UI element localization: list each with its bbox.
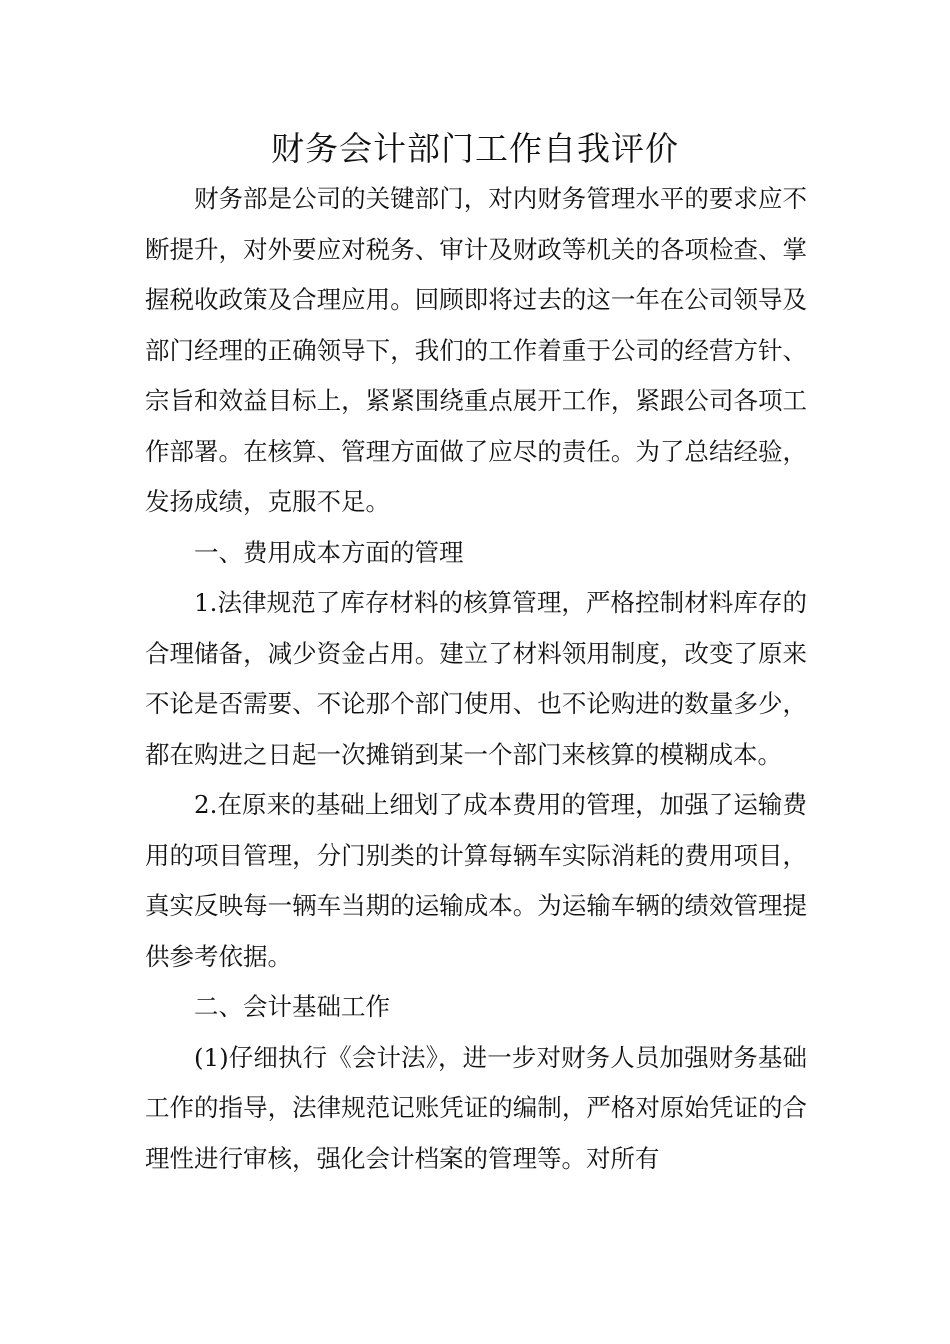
document-body [145,174,807,1184]
paragraph-item-2: 2.在原来的基础上细划了成本费用的管理，加强了运输费用的项目管理，分门别类的计算每辆车实际消耗的费用项目，真实反映每一辆车当期的运输成本。为运输车辆的绩效管理提供参考依据。 [145,790,807,971]
paragraph-item-1: 1.法律规范了库存材料的核算管理，严格控制材料库存的合理储备，减少资金占用。建立了材料领用制度，改变了原来不论是否需要、不论那个部门使用、也不论购进的数量多少，都在购进之日起一次摊销到某一个部门来核算的模糊成本。 [145,588,807,769]
section-heading-cost-management: 一、费用成本方面的管理 [194,537,464,567]
document-title: 财务会计部门工作自我评价 [271,129,679,168]
intro-paragraph: 财务部是公司的关键部门，对内财务管理水平的要求应不断提升，对外要应对税务、审计及财政等机关的各项检查、掌握税收政策及合理应用。回顾即将过去的这一年在公司领导及部门经理的正确领导下，我们的工作着重于公司的经营方针、宗旨和效益目标上，紧紧围绕重点展开工作，紧跟公司各项工作部署。在核算、管理方面做了应尽的责任。为了总结经验，发扬成绩，克服不足。 [145,184,807,516]
section-heading-accounting-basics: 二、会计基础工作 [194,992,390,1021]
paragraph-item-3: (1)仔细执行《会计法》，进一步对财务人员加强财务基础工作的指导，法律规范记账凭证的编制，严格对原始凭证的合理性进行审核，强化会计档案的管理等。对所有 [145,1042,807,1173]
